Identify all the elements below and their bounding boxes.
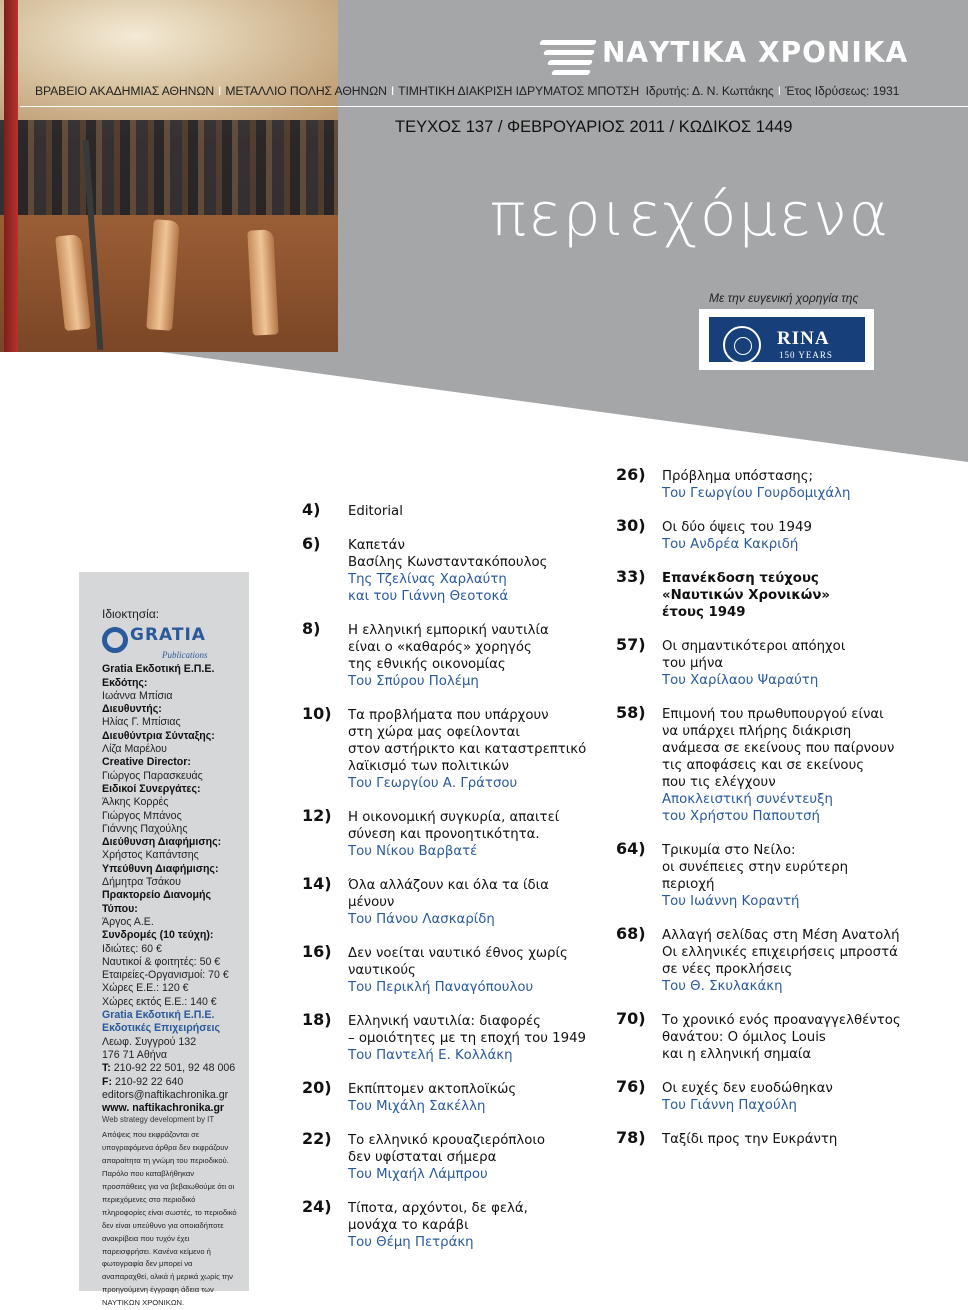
imprint-value: Χώρες εκτός Ε.Ε.: 140 € (102, 995, 217, 1008)
toc-title-line: είναι ο «καθαρός» χορηγός (348, 640, 532, 655)
imprint-value: Λίζα Μαρέλου (102, 743, 167, 756)
toc-title-line: Επανέκδοση τεύχους (662, 571, 819, 586)
toc-page-number: 76) (616, 1077, 646, 1096)
email-link[interactable]: editors@naftikachronika.gr (102, 1088, 229, 1101)
toc-title-line: Editorial (348, 504, 403, 519)
website-link[interactable]: www. naftikachronika.gr (102, 1102, 225, 1115)
imprint-value: Άργος Α.Ε. (102, 915, 154, 928)
toc-title-line: Καπετάν (348, 538, 405, 553)
toc-title-line: να υπάρχει πλήρης διάκριση (662, 724, 852, 739)
logo-text: ΝΑΥΤΙΚΑ ΧΡΟΝΙΚΑ (602, 36, 909, 69)
toc-title-line: σύνεση και προνοητικότητα. (348, 827, 540, 842)
toc-title-line: ανάμεσα σε εκείνους που παίρνουν (662, 741, 895, 756)
address-line: Λεωφ. Συγγρού 132 (102, 1035, 197, 1048)
gratia-g-icon (102, 627, 128, 653)
toc-author-line: Του Μιχάλη Σακέλλη (348, 1099, 486, 1114)
toc-page-number: 57) (616, 635, 646, 654)
toc-title-line: Τίποτα, αρχόντοι, δε φελά, (348, 1201, 528, 1216)
header-rule (20, 106, 968, 107)
toc-page-number: 58) (616, 703, 646, 722)
toc-author-line: Της Τζελίνας Χαρλαύτη (348, 572, 507, 587)
toc-author-line: Του Μιχαήλ Λάμπρου (348, 1167, 488, 1182)
imprint-label: Συνδρομές (10 τεύχη): (102, 929, 214, 942)
toc-title-line: έτους 1949 (662, 605, 746, 620)
toc-author-line: Του Θέμη Πετράκη (348, 1235, 474, 1250)
imprint-value: Γιώργος Μπάνος (102, 809, 182, 822)
imprint-value: Ιωάννα Μπίσια (102, 689, 173, 702)
imprint-label: Διευθυντής: (102, 703, 162, 716)
toc-title-line: – ομοιότητες με τη εποχή του 1949 (348, 1031, 586, 1046)
toc-page-number: 4) (302, 500, 321, 519)
toc-page-number: 22) (302, 1129, 332, 1148)
toc-page-number: 33) (616, 567, 646, 586)
toc-title-line: στον αστήρικτο και καταστρεπτικό (348, 742, 587, 757)
toc-author-line: Του Περικλή Παναγόπουλου (348, 980, 534, 995)
toc-title-line: Η ελληνική εμπορική ναυτιλία (348, 623, 549, 638)
toc-title-line: στη χώρα μας οφείλονται (348, 725, 520, 740)
toc-column-right (616, 465, 936, 1168)
imprint-label: Υπεύθυνη Διαφήμισης: (102, 862, 219, 875)
toc-page-number: 20) (302, 1078, 332, 1097)
awards-line: ΒΡΑΒΕΙΟ ΑΚΑΔΗΜΙΑΣ ΑΘΗΝΩΝ I ΜΕΤΑΛΛΙΟ ΠΟΛΗΣ ΑΘΗΝΩΝ I ΤΙΜΗΤΙΚΗ ΔΙΑΚΡΙΣΗ ΙΔΡΥΜΑΤΟΣ ΜΠΟΤΣΗ Ιδρυτής: Δ. Ν. Κωττάκης I Έτος Ιδρύσεως: 1931 (35, 84, 900, 98)
rina-emblem-icon (723, 326, 761, 364)
toc-title-line: «Ναυτικών Χρονικών» (662, 588, 830, 603)
imprint-label: Διευθύντρια Σύνταξης: (102, 729, 215, 742)
magazine-logo[interactable] (540, 30, 909, 90)
imprint-label: Εκδότης: (102, 676, 148, 689)
toc-title-line: Το χρονικό ενός προαναγγελθέντος (662, 1013, 901, 1028)
toc-author-line: Του Χαρίλαου Ψαραύτη (662, 673, 819, 688)
toc-page-number: 68) (616, 924, 646, 943)
toc-title-line: Οι δύο όψεις του 1949 (662, 520, 812, 535)
toc-title-line: Οι ευχές δεν ευοδώθηκαν (662, 1081, 833, 1096)
company2-sub: Εκδοτικές Επιχειρήσεις (102, 1022, 220, 1035)
toc-title-line: Ταξίδι προς την Ευκράντη (662, 1132, 838, 1147)
imprint-value: Ιδιώτες: 60 € (102, 942, 162, 955)
toc-title-line: μένουν (348, 895, 395, 910)
imprint-value: Ναυτικοί & φοιτητές: 50 € (102, 955, 221, 968)
toc-title-line: του μήνα (662, 656, 724, 671)
toc-page-number: 78) (616, 1128, 646, 1147)
toc-title-line: Πρόβλημα υπόστασης; (662, 469, 813, 484)
toc-page-number: 70) (616, 1009, 646, 1028)
toc-title-line: Αλλαγή σελίδας στη Μέση Ανατολή (662, 928, 900, 943)
toc-title-line: Εκπίπτομεν ακτοπλοϊκώς (348, 1082, 517, 1097)
toc-page-number: 16) (302, 942, 332, 961)
toc-title-line: Βασίλης Κωνσταντακόπουλος (348, 555, 548, 570)
toc-page-number: 30) (616, 516, 646, 535)
toc-title-line: μονάχα το καράβι (348, 1218, 469, 1233)
event-photo (0, 0, 338, 352)
toc-author-line: Του Σπύρου Πολέμη (348, 674, 479, 689)
toc-author-line: Του Θ. Σκυλακάκη (662, 979, 783, 994)
fax-line: F: 210-92 22 640 (102, 1075, 184, 1088)
toc-title-line: Οι σημαντικότεροι απόηχοι (662, 639, 846, 654)
toc-title-line: τις αποφάσεις και σε εκείνους (662, 758, 865, 773)
toc-title-line: Το ελληνικό κρουαζιερόπλοιο (348, 1133, 545, 1148)
imprint-value: Άλκης Κορρές (102, 796, 169, 809)
imprint-label: Ειδικοί Συνεργάτες: (102, 782, 201, 795)
imprint-value: Δήμητρα Τσάκου (102, 876, 181, 889)
toc-title-line: Τα προβλήματα που υπάρχουν (348, 708, 549, 723)
toc-author-line: και του Γιάννη Θεοτοκά (348, 589, 509, 604)
toc-page-number: 26) (616, 465, 646, 484)
imprint-label: Πρακτορείο Διανομής Τύπου: (102, 889, 211, 915)
gratia-logo: GRATIA Publications (102, 627, 247, 661)
toc-author-line: Του Γεωργίου Α. Γράτσου (348, 776, 518, 791)
toc-title-line: Η οικονομική συγκυρία, απαιτεί (348, 810, 560, 825)
toc-author-line: Του Παντελή Ε. Κολλάκη (348, 1048, 513, 1063)
toc-author-line: Του Ανδρέα Κακριδή (662, 537, 799, 552)
toc-author-line: Αποκλειστική συνέντευξη (662, 792, 833, 807)
toc-author-line: Του Γεωργίου Γουρδομιχάλη (662, 486, 851, 501)
toc-page-number: 6) (302, 534, 321, 553)
disclaimer: Απόψεις που εκφράζονται σε υπογραφόμενα άρθρα δεν εκφράζουν απαραίτητα τη γνώμη του περιοδικού. Παρόλο που καταβλήθηκαν προσπάθειες για να βεβαιωθούμε ότι οι περιεχόμενες στο περιοδικό πληροφορίες είναι σωστές, το περιοδικό δεν είναι υπεύθυνο για οποιαδήποτε ανακρίβεια που τυχόν έχει παρεισφρήσει. Κανένα κείμενο ή φωτογραφία δεν μπορεί να αναπαραχθεί, ολικά ή μερικά χωρίς την προηγούμενη έγγραφη άδεια των ΝΑΥΤΙΚΩΝ ΧΡΟΝΙΚΩΝ. (102, 1130, 237, 1308)
issue-line: ΤΕΥΧΟΣ 137 / ΦΕΒΡΟΥΑΡΙΟΣ 2011 / ΚΩΔΙΚΟΣ 1449 (395, 118, 793, 136)
toc-author-line: Του Νίκου Βαρβατέ (348, 844, 478, 859)
rina-logo[interactable]: RINA 150 YEARS (699, 309, 874, 370)
toc-title-line: Οι ελληνικές επιχειρήσεις μπροστά (662, 945, 898, 960)
imprint-value: Εταιρείες-Οργανισμοί: 70 € (102, 969, 229, 982)
toc-title-line: και η ελληνική σημαία (662, 1047, 812, 1062)
toc-page-number: 14) (302, 874, 332, 893)
phone-line: T: 210-92 22 501, 92 48 006 (102, 1062, 236, 1075)
imprint-label: Creative Director: (102, 756, 191, 769)
imprint-value: Γιώργος Παρασκευάς (102, 769, 203, 782)
section-title: περιεχόμενα (490, 180, 891, 250)
toc-title-line: Ελληνική ναυτιλία: διαφορές (348, 1014, 541, 1029)
toc-author-line: του Χρήστου Παπουτσή (662, 809, 820, 824)
imprint-value: Γιάννης Παχούλης (102, 822, 188, 835)
toc-title-line: της εθνικής οικονομίας (348, 657, 506, 672)
toc-page-number: 64) (616, 839, 646, 858)
company-name: Gratia Εκδοτική Ε.Π.Ε. (102, 663, 215, 676)
toc-title-line: οι συνέπειες στην ευρύτερη (662, 860, 849, 875)
imprint-value: Ηλίας Γ. Μπίσιας (102, 716, 181, 729)
toc-author-line: Του Ιωάννη Κοραντή (662, 894, 800, 909)
address-line: 176 71 Αθήνα (102, 1048, 168, 1061)
toc-title-line: Όλα αλλάζουν και όλα τα ίδια (348, 878, 549, 893)
toc-title-line: δεν υφίσταται σήμερα (348, 1150, 497, 1165)
imprint-value: Χώρες Ε.Ε.: 120 € (102, 982, 189, 995)
toc-title-line: ναυτικούς (348, 963, 416, 978)
imprint-label: Διεύθυνση Διαφήμισης: (102, 836, 222, 849)
toc-title-line: περιοχή (662, 877, 715, 892)
toc-page-number: 12) (302, 806, 332, 825)
imprint-value: Χρήστος Καπάντσης (102, 849, 199, 862)
toc-page-number: 10) (302, 704, 332, 723)
sponsor-text: Με την ευγενική χορηγία της (709, 291, 859, 305)
toc-author-line: Του Γιάννη Παχούλη (662, 1098, 797, 1113)
toc-title-line: που τις ελέγχουν (662, 775, 776, 790)
toc-page-number: 8) (302, 619, 321, 638)
imprint-lines (102, 677, 247, 1009)
imprint-sidebar (79, 572, 249, 1308)
toc-title-line: θανάτου: Ο όμιλος Louis (662, 1030, 826, 1045)
web-credit: Web strategy development by IT (102, 1115, 215, 1125)
toc-author-line: Του Πάνου Λασκαρίδη (348, 912, 495, 927)
toc-page-number: 24) (302, 1197, 332, 1216)
toc-title-line: σε νέες προκλήσεις (662, 962, 793, 977)
toc-page-number: 18) (302, 1010, 332, 1029)
sidebar-heading: Ιδιοκτησία: (102, 607, 160, 621)
toc-title-line: Τρικυμία στο Νείλο: (662, 843, 796, 858)
company2-name: Gratia Εκδοτική Ε.Π.Ε. (102, 1009, 215, 1022)
toc-title-line: Επιμονή του πρωθυπουργού είναι (662, 707, 884, 722)
toc-title-line: Δεν νοείται ναυτικό έθνος χωρίς (348, 946, 568, 961)
toc-column-left (302, 500, 622, 1263)
toc-title-line: λαϊκισμό των πολιτικών (348, 759, 509, 774)
